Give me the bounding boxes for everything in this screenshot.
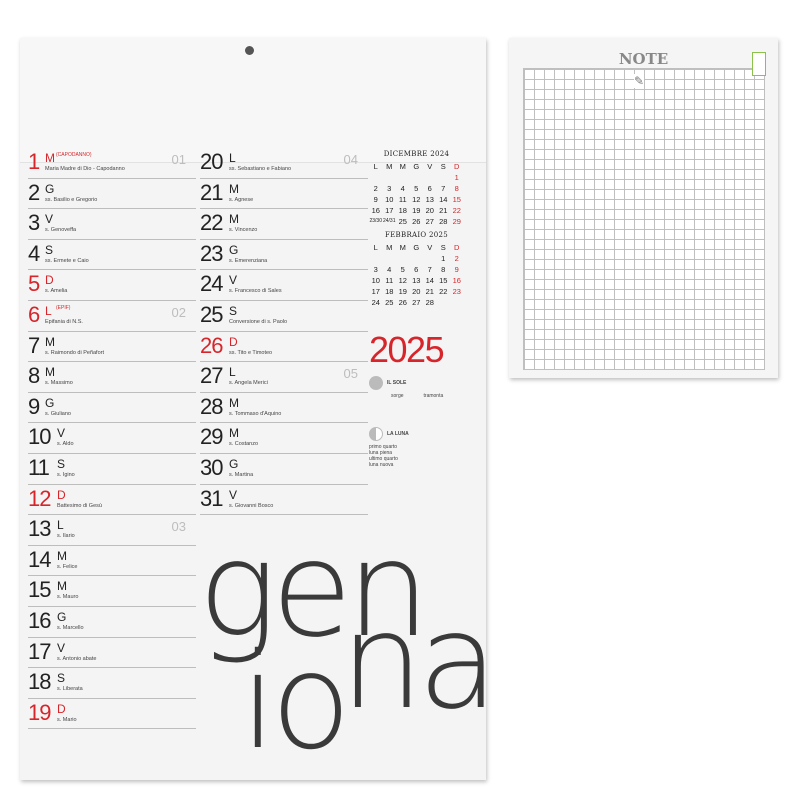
day-saint: ss. Tito e Timoteo — [229, 349, 273, 356]
day-number: 22 — [200, 210, 223, 236]
week-number: 05 — [343, 366, 358, 382]
day-weekday: V — [229, 273, 238, 288]
mini-calendar-week — [369, 216, 464, 227]
mini-day: 15 — [452, 195, 461, 204]
mini-day: 22 — [439, 287, 448, 296]
day-saint: s. Massimo — [45, 380, 73, 387]
day-number: 28 — [200, 393, 223, 419]
mini-day: 12 — [412, 195, 421, 204]
day-row — [28, 454, 196, 485]
month-word-na: na — [340, 585, 493, 739]
mini-day: 27 — [425, 217, 434, 226]
day-weekday: D — [57, 701, 66, 716]
day-number: 19 — [28, 699, 51, 725]
day-saint: s. Mauro — [57, 594, 79, 601]
day-number: 11 — [28, 454, 49, 480]
days-column-2 — [200, 148, 368, 515]
mini-day — [396, 253, 410, 264]
day-number: 10 — [28, 424, 51, 450]
day-row — [28, 332, 196, 363]
mini-calendar-week — [369, 205, 464, 216]
day-saint: ss. Basilio e Gregorio — [45, 196, 98, 203]
day-number: 14 — [28, 546, 51, 572]
day-saint: s. Marcello — [57, 624, 84, 631]
mini-day: 24 — [371, 298, 380, 307]
day-weekday: M — [45, 151, 55, 165]
day-weekday: G — [45, 181, 55, 196]
day-saint: s. Genoveffa — [45, 227, 77, 234]
mini-day: 26 — [412, 217, 421, 226]
mini-day: 3 — [387, 184, 392, 193]
weekday-label: V — [427, 162, 433, 171]
day-saint: s. Liberata — [57, 686, 83, 693]
weekday-label: L — [373, 162, 378, 171]
mini-day: 8 — [441, 265, 446, 274]
day-weekday: L — [229, 365, 236, 380]
day-weekday: G — [57, 609, 67, 624]
day-saint: s. Antonio abate — [57, 655, 97, 662]
mini-day: 28 — [439, 217, 448, 226]
day-row — [200, 454, 368, 485]
day-row — [28, 362, 196, 393]
mini-day: 4 — [387, 265, 392, 274]
moon-title: LA LUNA — [387, 431, 409, 437]
day-row — [28, 638, 196, 669]
weekday-label: D — [454, 162, 460, 171]
moon-icon — [369, 427, 383, 441]
day-weekday: M — [229, 212, 239, 227]
day-weekday: M — [57, 548, 67, 563]
day-row — [200, 148, 368, 179]
day-row — [28, 148, 196, 179]
mini-day — [437, 297, 451, 308]
day-number: 29 — [200, 424, 223, 450]
day-row — [200, 332, 368, 363]
day-row — [28, 515, 196, 546]
sun-moon-info — [369, 376, 464, 468]
day-number: 18 — [28, 669, 51, 695]
day-row — [28, 240, 196, 271]
hang-hole — [245, 46, 254, 55]
weekday-label: M — [399, 162, 406, 171]
weekday-label: G — [413, 243, 420, 252]
mini-day: 20 — [412, 287, 421, 296]
mini-day: 11 — [398, 195, 407, 204]
side-panel — [369, 148, 464, 308]
days-column-1 — [28, 148, 196, 729]
day-saint: s. Costanzo — [229, 441, 259, 448]
day-weekday: M — [57, 579, 67, 594]
mini-day: 24/31 — [382, 218, 396, 224]
day-saint: ss. Ermete e Caio — [45, 257, 89, 264]
sun-icon — [369, 376, 383, 390]
day-weekday: L — [57, 518, 64, 533]
mini-day: 18 — [398, 206, 407, 215]
day-number: 30 — [200, 454, 223, 480]
day-number: 9 — [28, 393, 40, 419]
mini-day — [383, 253, 397, 264]
mini-day: 9 — [373, 195, 378, 204]
day-number: 20 — [200, 149, 223, 174]
day-number: 12 — [28, 485, 51, 511]
mini-day: 27 — [412, 298, 421, 307]
mini-day: 16 — [371, 206, 380, 215]
day-weekday: L — [229, 151, 236, 165]
mini-calendar-header — [369, 242, 464, 253]
moon-phase-3: ultimo quarto — [369, 456, 398, 462]
day-row — [200, 362, 368, 393]
mini-day: 6 — [414, 265, 419, 274]
mini-day: 23 — [452, 287, 461, 296]
day-number: 26 — [200, 332, 223, 358]
day-saint: Maria Madre di Dio - Capodanno — [45, 166, 125, 172]
day-number: 2 — [28, 179, 40, 205]
day-number: 6 — [28, 301, 40, 327]
day-weekday: L — [45, 303, 52, 318]
day-weekday: S — [57, 456, 66, 471]
mini-day — [396, 172, 410, 183]
month-word-io: io — [240, 625, 346, 779]
day-weekday: D — [57, 487, 66, 502]
mini-day — [437, 172, 451, 183]
day-weekday: V — [57, 426, 66, 441]
mini-day: 6 — [427, 184, 432, 193]
day-row — [28, 546, 196, 577]
eco-badge — [752, 52, 766, 76]
day-number: 25 — [200, 301, 223, 327]
day-number: 23 — [200, 240, 223, 266]
day-row — [28, 668, 196, 699]
weekday-label: S — [440, 243, 446, 252]
day-saint: Epifania di N.S. — [45, 318, 83, 325]
day-number: 24 — [200, 271, 223, 297]
day-weekday: S — [45, 242, 54, 257]
day-weekday: M — [229, 426, 239, 441]
notes-grid[interactable] — [523, 68, 765, 370]
day-saint: s. Giovanni Bosco — [229, 502, 274, 509]
sun-set-label: tramonta — [423, 393, 444, 399]
day-row — [200, 393, 368, 424]
mini-day — [450, 297, 464, 308]
mini-day: 10 — [371, 276, 380, 285]
day-saint: s. Igino — [57, 471, 75, 478]
year-label: 2025 — [369, 329, 444, 370]
day-row — [200, 485, 368, 516]
month-word-gen: gen — [198, 513, 425, 667]
day-row — [28, 699, 196, 730]
holiday-tag: (CAPODANNO) — [56, 152, 92, 158]
mini-day: 5 — [400, 265, 405, 274]
weekday-label: L — [373, 243, 378, 252]
day-weekday: V — [57, 640, 66, 655]
mini-day: 21 — [439, 206, 448, 215]
day-row — [28, 393, 196, 424]
mini-day — [410, 172, 424, 183]
day-weekday: M — [45, 334, 55, 349]
mini-day: 28 — [425, 298, 434, 307]
day-weekday: D — [45, 273, 54, 288]
day-row — [28, 576, 196, 607]
day-saint: s. Francesco di Sales — [229, 288, 282, 295]
day-saint: s. Felice — [57, 563, 78, 570]
mini-day: 11 — [385, 276, 394, 285]
notes-sheet — [509, 38, 778, 378]
day-number: 8 — [28, 363, 40, 389]
week-number: 04 — [343, 152, 358, 167]
mini-day: 26 — [398, 298, 407, 307]
week-number: 03 — [171, 519, 186, 535]
sun-rise-label: sorge — [391, 393, 404, 399]
day-number: 5 — [28, 271, 40, 297]
day-row — [200, 209, 368, 240]
pencil-icon: ✎ — [634, 74, 645, 88]
day-number: 13 — [28, 516, 51, 542]
mini-day: 7 — [441, 184, 446, 193]
day-row — [28, 607, 196, 638]
mini-calendar-title: FEBBRAIO 2025 — [384, 231, 449, 239]
day-saint: Conversione di s. Paolo — [229, 318, 288, 325]
day-row — [200, 240, 368, 271]
day-number: 7 — [28, 332, 40, 358]
mini-calendar-title: DICEMBRE 2024 — [383, 150, 450, 158]
mini-day: 21 — [425, 287, 434, 296]
day-weekday: D — [229, 334, 238, 349]
day-saint: s. Mario — [57, 716, 77, 723]
mini-day: 23/30 — [369, 218, 382, 224]
day-weekday: G — [45, 395, 55, 410]
day-saint: s. Aldo — [57, 441, 74, 448]
mini-calendar-week — [369, 172, 464, 183]
mini-calendar-week — [369, 275, 464, 286]
mini-day — [423, 172, 437, 183]
mini-calendar-week — [369, 183, 464, 194]
day-row — [200, 423, 368, 454]
mini-day — [369, 253, 383, 264]
day-weekday: S — [229, 303, 238, 318]
day-row — [200, 270, 368, 301]
day-number: 21 — [200, 179, 223, 205]
day-saint: ss. Sebastiano e Fabiano — [229, 166, 292, 172]
weekday-label: V — [427, 243, 433, 252]
day-weekday: M — [45, 365, 55, 380]
moon-phase-4: luna nuova — [369, 462, 394, 468]
day-number: 31 — [200, 485, 223, 511]
sun-title: IL SOLE — [387, 380, 407, 386]
day-saint: s. Martina — [229, 471, 254, 478]
mini-day: 14 — [439, 195, 448, 204]
mini-day: 22 — [452, 206, 461, 215]
mini-day: 13 — [412, 276, 421, 285]
day-saint: s. Amelia — [45, 288, 68, 295]
day-number: 4 — [28, 240, 40, 266]
holiday-tag: (EPIF) — [56, 304, 71, 311]
weekday-label: G — [413, 162, 420, 171]
mini-calendar-week — [369, 194, 464, 205]
mini-day — [410, 253, 424, 264]
day-row — [28, 179, 196, 210]
mini-day: 4 — [400, 184, 405, 193]
calendar-image-area — [20, 38, 486, 163]
day-saint: s. Raimondo di Peñafort — [45, 349, 105, 356]
day-saint: s. Ilario — [57, 533, 75, 540]
day-saint: s. Tommaso d'Aquino — [229, 410, 282, 417]
day-saint: s. Giuliano — [45, 410, 71, 417]
day-weekday: V — [229, 487, 238, 502]
mini-day: 8 — [454, 184, 459, 193]
week-number: 01 — [171, 152, 186, 167]
mini-day: 14 — [425, 276, 434, 285]
mini-day: 13 — [425, 195, 434, 204]
mini-day: 10 — [385, 195, 394, 204]
mini-day: 25 — [385, 298, 394, 307]
mini-calendar-week — [369, 286, 464, 297]
day-saint: s. Agnese — [229, 196, 254, 203]
mini-day: 7 — [427, 265, 432, 274]
mini-day: 15 — [439, 276, 448, 285]
mini-day: 17 — [371, 287, 380, 296]
day-number: 1 — [28, 149, 40, 174]
weekday-label: M — [399, 243, 406, 252]
day-number: 17 — [28, 638, 51, 664]
week-number: 02 — [171, 304, 186, 320]
day-weekday: G — [229, 242, 239, 257]
mini-day: 25 — [398, 217, 407, 226]
day-weekday: M — [229, 181, 239, 196]
mini-day: 19 — [412, 206, 421, 215]
mini-day: 18 — [385, 287, 394, 296]
day-saint: s. Emerenziana — [229, 257, 268, 264]
mini-day: 19 — [398, 287, 407, 296]
mini-day: 1 — [441, 254, 446, 263]
day-row — [200, 301, 368, 332]
mini-calendar-week — [369, 297, 464, 308]
day-row — [200, 179, 368, 210]
day-saint: s. Angela Merici — [229, 380, 268, 387]
mini-day: 2 — [454, 254, 459, 263]
day-weekday: M — [229, 395, 239, 410]
mini-day: 5 — [414, 184, 419, 193]
day-row — [28, 270, 196, 301]
day-number: 15 — [28, 577, 51, 603]
day-row — [28, 485, 196, 516]
weekday-label: M — [386, 243, 393, 252]
mini-day: 17 — [385, 206, 394, 215]
mini-day: 16 — [452, 276, 461, 285]
mini-calendar-header — [369, 161, 464, 172]
mini-day: 12 — [398, 276, 407, 285]
day-row — [28, 423, 196, 454]
day-number: 27 — [200, 363, 223, 389]
mini-day — [383, 172, 397, 183]
moon-phase-1: primo quarto — [369, 444, 398, 450]
mini-day — [423, 253, 437, 264]
day-saint: s. Vincenzo — [229, 227, 258, 234]
moon-phase-2: luna piena — [369, 450, 393, 456]
day-row — [28, 301, 196, 332]
mini-day: 9 — [454, 265, 459, 274]
mini-day — [369, 172, 383, 183]
day-row — [28, 209, 196, 240]
weekday-label: D — [454, 243, 460, 252]
day-weekday: V — [45, 212, 54, 227]
weekday-label: S — [440, 162, 446, 171]
mini-calendar-february — [369, 231, 464, 308]
day-weekday: S — [57, 671, 66, 686]
day-number: 16 — [28, 607, 51, 633]
mini-day: 29 — [452, 217, 461, 226]
mini-calendar-week — [369, 264, 464, 275]
day-saint: Battesimo di Gesù — [57, 502, 102, 509]
mini-calendar-december — [369, 150, 464, 227]
day-weekday: G — [229, 456, 239, 471]
mini-day: 2 — [373, 184, 378, 193]
mini-day: 3 — [373, 265, 378, 274]
mini-day: 1 — [454, 173, 459, 182]
day-number: 3 — [28, 210, 40, 236]
weekday-label: M — [386, 162, 393, 171]
notes-title: NOTE — [618, 50, 669, 68]
mini-day: 20 — [425, 206, 434, 215]
mini-calendar-week — [369, 253, 464, 264]
